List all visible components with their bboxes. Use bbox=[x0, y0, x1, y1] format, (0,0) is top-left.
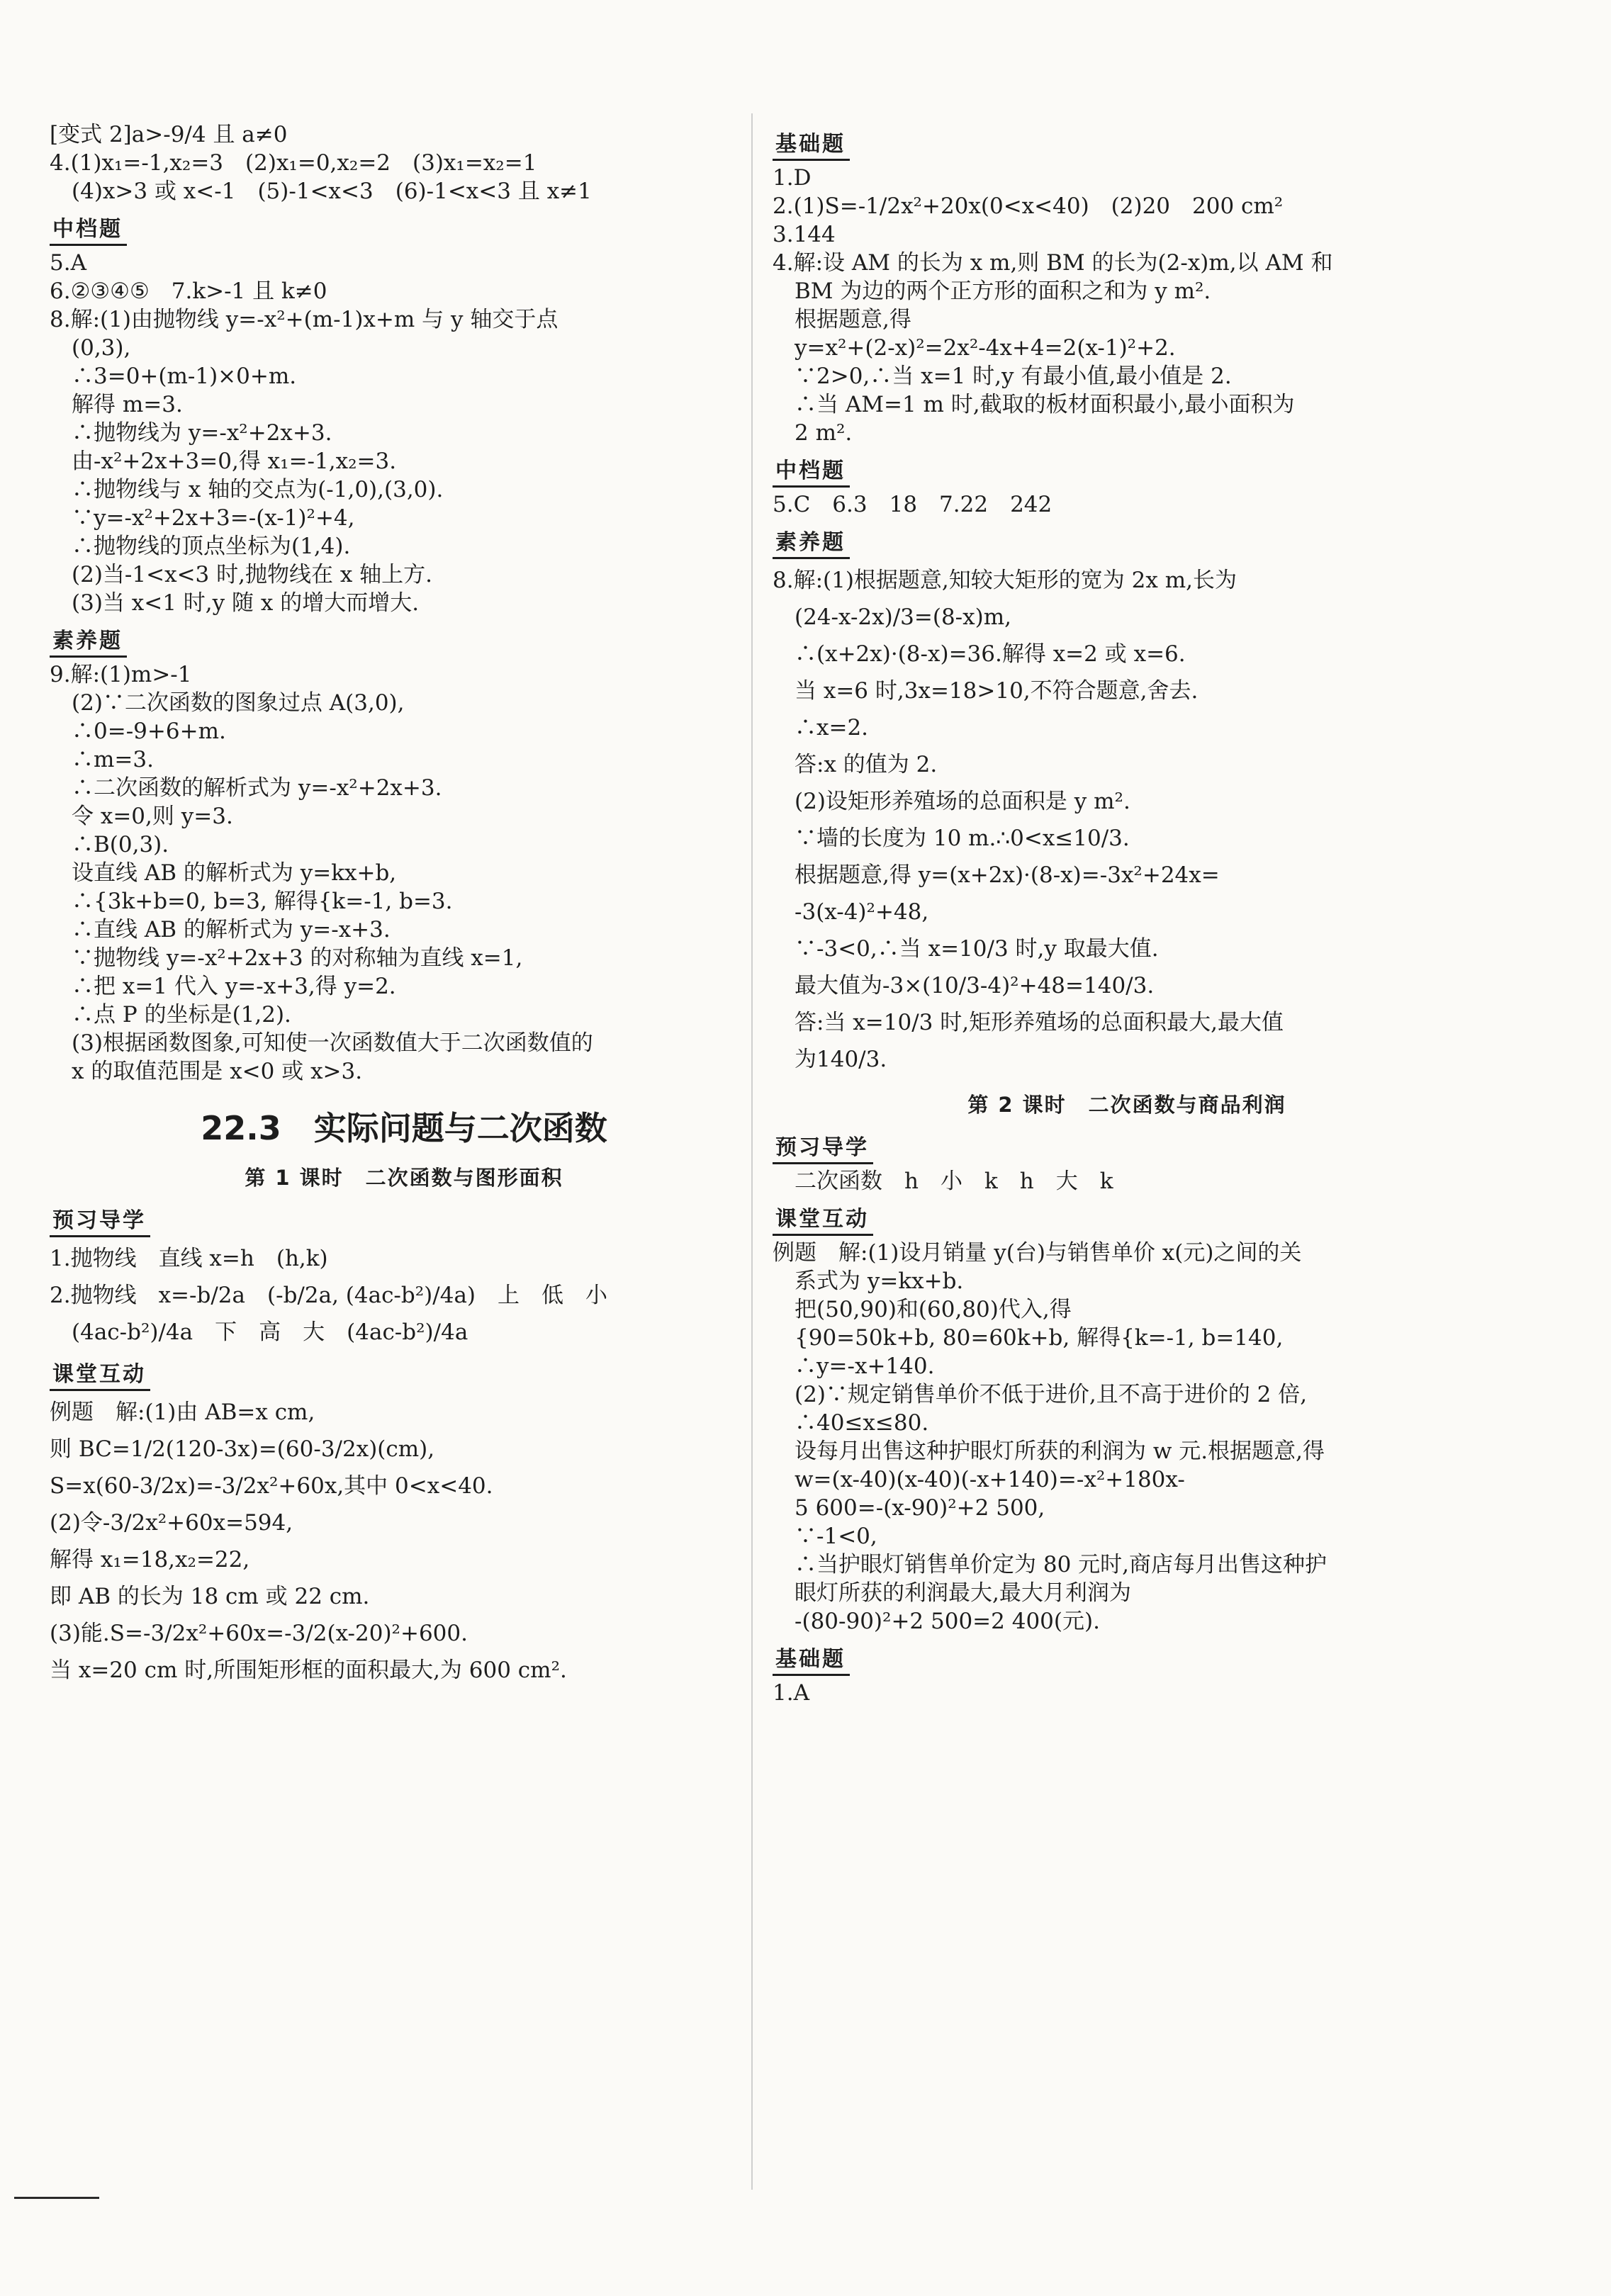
answer-line: 解得 m=3. bbox=[50, 392, 183, 417]
lesson-1-title: 第 1 课时 二次函数与图形面积 bbox=[245, 1166, 563, 1190]
answer-line: 二次函数 h 小 k h 大 k bbox=[773, 1169, 1113, 1194]
answer-line: 令 x=0,则 y=3. bbox=[50, 804, 233, 829]
answer-line: 4.(1)x₁=-1,x₂=3 (2)x₁=0,x₂=2 (3)x₁=x₂=1 bbox=[50, 150, 537, 176]
answers-group bbox=[773, 164, 1481, 447]
answer-line: 5 600=-(x-90)²+2 500, bbox=[773, 1495, 1045, 1521]
answer-line: ∴3=0+(m-1)×0+m. bbox=[50, 364, 297, 389]
answer-line: ∴把 x=1 代入 y=-x+3,得 y=2. bbox=[50, 974, 396, 999]
answer-line: ∴抛物线为 y=-x²+2x+3. bbox=[50, 420, 332, 446]
answer-line: ∵抛物线 y=-x²+2x+3 的对称轴为直线 x=1, bbox=[50, 945, 523, 971]
answer-line: ∴点 P 的坐标是(1,2). bbox=[50, 1002, 291, 1028]
answer-line: ∴40≤x≤80. bbox=[773, 1410, 929, 1436]
answer-line: ∵墙的长度为 10 m.∴0<x≤10/3. bbox=[773, 826, 1130, 851]
answers-group bbox=[773, 1239, 1481, 1636]
heading-preview: 预习导学 bbox=[773, 1130, 873, 1164]
answer-line: 8.解:(1)由抛物线 y=-x²+(m-1)x+m 与 y 轴交于点 bbox=[50, 307, 558, 332]
answer-line: [变式 2]a>-9/4 且 a≠0 bbox=[50, 122, 288, 147]
right-column bbox=[773, 120, 1481, 1707]
answer-line: {90=50k+b, 80=60k+b, 解得{k=-1, b=140, bbox=[773, 1325, 1284, 1351]
answer-line: 根据题意,得 bbox=[773, 307, 911, 332]
heading-classroom: 课堂互动 bbox=[50, 1356, 150, 1391]
heading-competency-questions: 素养题 bbox=[50, 623, 127, 658]
answer-line: 5.A bbox=[50, 250, 86, 276]
answer-line: 例题 解:(1)由 AB=x cm, bbox=[50, 1400, 315, 1425]
answer-line: 6.②③④⑤ 7.k>-1 且 k≠0 bbox=[50, 278, 327, 304]
heading-medium-questions: 中档题 bbox=[50, 211, 127, 246]
answer-line: 最大值为-3×(10/3-4)²+48=140/3. bbox=[773, 973, 1155, 998]
answer-line: 眼灯所获的利润最大,最大月利润为 bbox=[773, 1580, 1131, 1606]
answer-line: 3.144 bbox=[773, 222, 836, 247]
answer-line: 即 AB 的长为 18 cm 或 22 cm. bbox=[50, 1584, 370, 1609]
answer-line: ∴当 AM=1 m 时,截取的板材面积最小,最小面积为 bbox=[773, 392, 1295, 417]
answer-line: (4)x>3 或 x<-1 (5)-1<x<3 (6)-1<x<3 且 x≠1 bbox=[50, 179, 592, 204]
section-title: 22.3 实际问题与二次函数 bbox=[201, 1109, 607, 1147]
answer-line: 当 x=20 cm 时,所围矩形框的面积最大,为 600 cm². bbox=[50, 1658, 567, 1683]
answer-line: (3)根据函数图象,可知使一次函数值大于二次函数值的 bbox=[50, 1030, 593, 1056]
answer-line: (24-x-2x)/3=(8-x)m, bbox=[773, 604, 1011, 630]
answer-line: (2)设矩形养殖场的总面积是 y m². bbox=[773, 789, 1130, 814]
answer-line: (2)当-1<x<3 时,抛物线在 x 轴上方. bbox=[50, 562, 433, 587]
answer-line: ∴直线 AB 的解析式为 y=-x+3. bbox=[50, 917, 391, 942]
answer-line: 5.C 6.3 18 7.22 242 bbox=[773, 492, 1053, 517]
answer-line: ∴当护眼灯销售单价定为 80 元时,商店每月出售这种护 bbox=[773, 1552, 1327, 1577]
answer-line: (4ac-b²)/4a 下 高 大 (4ac-b²)/4a bbox=[50, 1319, 468, 1345]
answer-line: w=(x-40)(x-40)(-x+140)=-x²+180x- bbox=[773, 1467, 1185, 1492]
answers-group bbox=[50, 120, 758, 206]
answer-line: ∵y=-x²+2x+3=-(x-1)²+4, bbox=[50, 505, 355, 531]
answer-line: ∴x=2. bbox=[773, 715, 869, 741]
heading-medium-questions: 中档题 bbox=[773, 453, 850, 488]
answer-line: S=x(60-3/2x)=-3/2x²+60x,其中 0<x<40. bbox=[50, 1473, 493, 1499]
answer-line: 答:当 x=10/3 时,矩形养殖场的总面积最大,最大值 bbox=[773, 1010, 1284, 1035]
answer-line: (2)∵规定销售单价不低于进价,且不高于进价的 2 倍, bbox=[773, 1382, 1308, 1407]
answer-line: (3)能.S=-3/2x²+60x=-3/2(x-20)²+600. bbox=[50, 1621, 468, 1646]
heading-basic-questions: 基础题 bbox=[773, 126, 850, 161]
answer-line: 8.解:(1)根据题意,知较大矩形的宽为 2x m,长为 bbox=[773, 568, 1237, 593]
answer-line: (2)∵二次函数的图象过点 A(3,0), bbox=[50, 690, 405, 716]
answer-line: 2.(1)S=-1/2x²+20x(0<x<40) (2)20 200 cm² bbox=[773, 193, 1284, 219]
answer-line: ∴B(0,3). bbox=[50, 832, 169, 857]
answer-line: 1.D bbox=[773, 165, 812, 191]
answer-line: 设每月出售这种护眼灯所获的利润为 w 元.根据题意,得 bbox=[773, 1439, 1325, 1464]
answer-line: 1.A bbox=[773, 1680, 809, 1706]
answer-line: 解得 x₁=18,x₂=22, bbox=[50, 1547, 250, 1572]
page-footer-rule bbox=[14, 2197, 99, 2199]
answer-line: ∴{3k+b=0, b=3, 解得{k=-1, b=3. bbox=[50, 889, 453, 914]
answer-line: 设直线 AB 的解析式为 y=kx+b, bbox=[50, 860, 397, 886]
answer-line: ∴(x+2x)·(8-x)=36.解得 x=2 或 x=6. bbox=[773, 641, 1186, 667]
answers-group bbox=[773, 1679, 1481, 1707]
answer-line: 例题 解:(1)设月销量 y(台)与销售单价 x(元)之间的关 bbox=[773, 1240, 1302, 1266]
answer-line: ∴y=-x+140. bbox=[773, 1354, 935, 1379]
answer-line: ∵2>0,∴当 x=1 时,y 有最小值,最小值是 2. bbox=[773, 364, 1232, 389]
heading-classroom: 课堂互动 bbox=[773, 1201, 873, 1236]
answer-line: 把(50,90)和(60,80)代入,得 bbox=[773, 1297, 1072, 1322]
answer-line: ∵-3<0,∴当 x=10/3 时,y 取最大值. bbox=[773, 936, 1159, 962]
answer-line: ∴0=-9+6+m. bbox=[50, 719, 226, 744]
answer-line: -3(x-4)²+48, bbox=[773, 899, 929, 925]
answer-line: ∴抛物线与 x 轴的交点为(-1,0),(3,0). bbox=[50, 477, 444, 502]
answers-group bbox=[50, 660, 758, 1086]
heading-competency-questions: 素养题 bbox=[773, 524, 850, 559]
answer-line: 则 BC=1/2(120-3x)=(60-3/2x)(cm), bbox=[50, 1436, 435, 1462]
answer-line: ∴m=3. bbox=[50, 747, 154, 772]
answer-line: ∴抛物线的顶点坐标为(1,4). bbox=[50, 534, 351, 559]
left-column bbox=[50, 120, 758, 1689]
answer-line: 当 x=6 时,3x=18>10,不符合题意,舍去. bbox=[773, 678, 1199, 704]
answers-group bbox=[50, 1240, 758, 1351]
answer-line: 4.解:设 AM 的长为 x m,则 BM 的长为(2-x)m,以 AM 和 bbox=[773, 250, 1333, 276]
answer-line: 2 m². bbox=[773, 420, 853, 446]
answer-line: ∵-1<0, bbox=[773, 1524, 877, 1549]
answers-group bbox=[50, 249, 758, 617]
answers-group bbox=[50, 1394, 758, 1689]
answer-line: y=x²+(2-x)²=2x²-4x+4=2(x-1)²+2. bbox=[773, 335, 1176, 361]
heading-basic-questions: 基础题 bbox=[773, 1641, 850, 1676]
answer-line: 答:x 的值为 2. bbox=[773, 752, 938, 777]
answer-line: BM 为边的两个正方形的面积之和为 y m². bbox=[773, 278, 1211, 304]
answer-line: (0,3), bbox=[50, 335, 131, 361]
answers-group bbox=[773, 562, 1481, 1078]
answer-line: ∴二次函数的解析式为 y=-x²+2x+3. bbox=[50, 775, 442, 801]
answer-line: 根据题意,得 y=(x+2x)·(8-x)=-3x²+24x= bbox=[773, 862, 1220, 888]
answer-line: 由-x²+2x+3=0,得 x₁=-1,x₂=3. bbox=[50, 449, 397, 474]
answer-line: 为140/3. bbox=[773, 1047, 887, 1072]
answer-line: (3)当 x<1 时,y 随 x 的增大而增大. bbox=[50, 590, 420, 616]
lesson-2-title: 第 2 课时 二次函数与商品利润 bbox=[967, 1093, 1286, 1117]
answer-line: (2)令-3/2x²+60x=594, bbox=[50, 1510, 293, 1536]
answer-line: x 的取值范围是 x<0 或 x>3. bbox=[50, 1059, 363, 1084]
answer-line: -(80-90)²+2 500=2 400(元). bbox=[773, 1609, 1100, 1634]
answer-line: 1.抛物线 直线 x=h (h,k) bbox=[50, 1246, 328, 1271]
heading-preview: 预习导学 bbox=[50, 1203, 150, 1237]
answers-group bbox=[773, 1167, 1481, 1195]
answer-line: 2.抛物线 x=-b/2a (-b/2a, (4ac-b²)/4a) 上 低 小 bbox=[50, 1283, 608, 1308]
answer-line: 系式为 y=kx+b. bbox=[773, 1268, 964, 1294]
answers-group bbox=[773, 490, 1481, 519]
answer-line: 9.解:(1)m>-1 bbox=[50, 662, 192, 687]
